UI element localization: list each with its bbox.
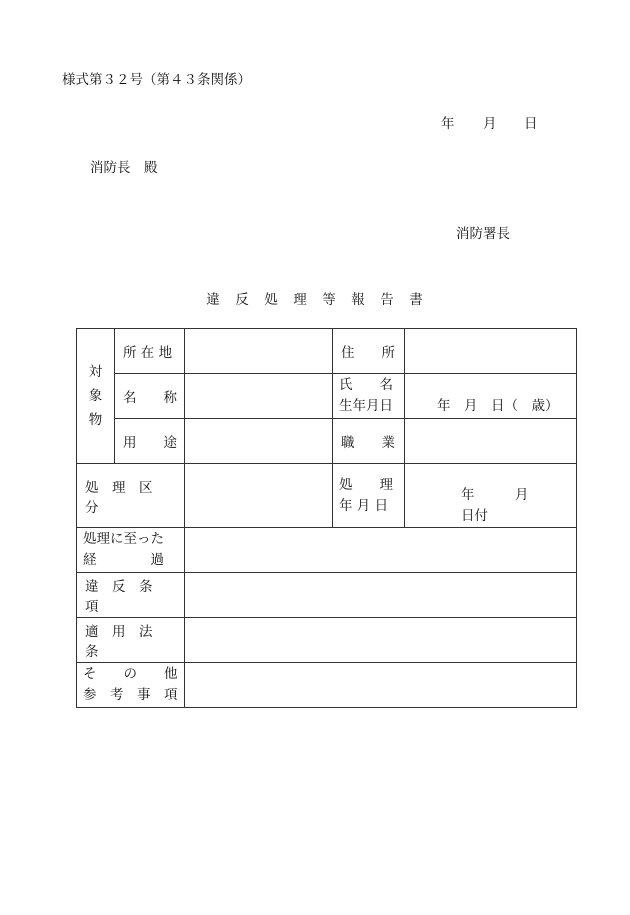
person-name-label: 氏 名 — [339, 377, 393, 393]
applicable-law-field[interactable] — [185, 618, 577, 663]
address-field[interactable] — [405, 329, 577, 374]
name-label: 名 称 — [123, 390, 177, 406]
report-table — [76, 328, 577, 708]
address-label-cell — [333, 329, 405, 374]
other-label-cell — [77, 663, 185, 708]
processing-date-label: 年 月 日 — [339, 497, 389, 514]
subject-label-char: 物 — [88, 412, 103, 428]
document-title: 違 反 処 理 等 報 告 書 — [206, 292, 424, 308]
table-row — [77, 464, 577, 528]
subject-label-char: 対 — [88, 364, 103, 380]
sender: 消防署長 — [456, 226, 510, 242]
name-label-cell — [115, 374, 185, 419]
other-label-line1: そ の 他 — [83, 666, 178, 682]
processing-date-field[interactable] — [405, 464, 577, 528]
table-row — [77, 618, 577, 663]
processing-date-value: 年 月 日付 — [461, 487, 569, 524]
birth-date-value: 年 月 日（ 歳） — [437, 398, 559, 414]
table-row — [77, 419, 577, 464]
date-month-label: 月 — [483, 116, 497, 132]
use-label: 用 途 — [123, 435, 177, 451]
occupation-label: 職 業 — [341, 435, 395, 451]
disposition-label-cell — [77, 464, 185, 528]
disposition-field[interactable] — [185, 464, 333, 528]
birth-date-label: 生年月日 — [339, 398, 393, 414]
violation-label-cell — [77, 573, 185, 618]
processing-label: 処 理 — [339, 476, 393, 493]
use-field[interactable] — [185, 419, 333, 464]
background-label-line1: 処理に至った — [83, 531, 164, 547]
other-label-line2: 参 考 事 項 — [83, 687, 178, 703]
occupation-field[interactable] — [405, 419, 577, 464]
form-number: 様式第３２号（第４３条関係） — [62, 72, 251, 88]
table-row — [77, 528, 577, 573]
other-field[interactable] — [185, 663, 577, 708]
addressee: 消防長 殿 — [90, 160, 158, 176]
person-name-label-cell — [333, 374, 405, 419]
date-year-label: 年 — [441, 116, 455, 132]
applicable-law-label-cell — [77, 618, 185, 663]
table-row — [77, 374, 577, 419]
background-label-cell — [77, 528, 185, 573]
violation-label: 違 反 条 項 — [85, 579, 166, 615]
table-row — [77, 663, 577, 708]
location-field[interactable] — [185, 329, 333, 374]
location-label: 所 在 地 — [123, 345, 173, 361]
disposition-label: 処 理 区 分 — [85, 479, 166, 516]
violation-field[interactable] — [185, 573, 577, 618]
table-row — [77, 573, 577, 618]
subject-label-cell — [77, 329, 115, 464]
location-label-cell — [115, 329, 185, 374]
background-field[interactable] — [185, 528, 577, 573]
processing-date-label-cell — [333, 464, 405, 528]
address-label: 住 所 — [341, 345, 395, 361]
birth-date-field[interactable] — [405, 374, 577, 419]
applicable-law-label: 適 用 法 条 — [85, 624, 166, 660]
name-field[interactable] — [185, 374, 333, 419]
date-day-label: 日 — [524, 116, 538, 132]
subject-label-char: 象 — [88, 388, 103, 404]
background-label-line2: 経 過 — [83, 552, 164, 568]
table-row — [77, 329, 577, 374]
occupation-label-cell — [333, 419, 405, 464]
use-label-cell — [115, 419, 185, 464]
